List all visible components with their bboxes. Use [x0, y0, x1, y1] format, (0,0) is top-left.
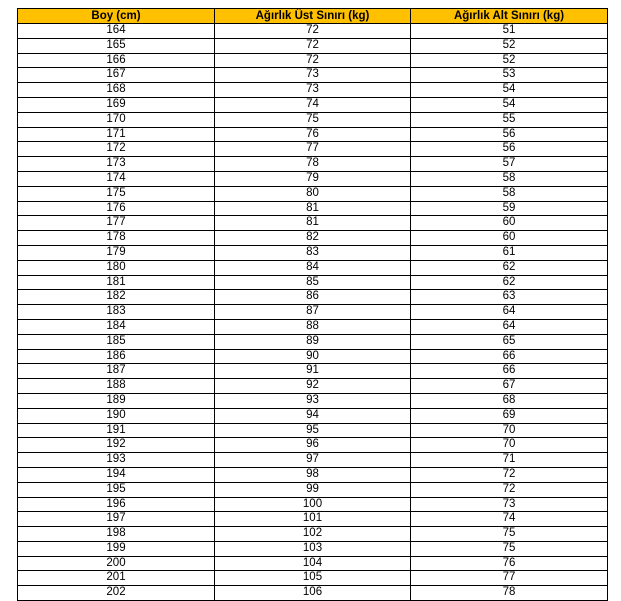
height-cell: 192 [18, 438, 215, 453]
height-cell: 169 [18, 97, 215, 112]
weight-upper-cell: 98 [215, 467, 411, 482]
weight-upper-cell: 87 [215, 305, 411, 320]
weight-lower-cell: 62 [411, 275, 608, 290]
weight-upper-cell: 74 [215, 97, 411, 112]
weight-lower-cell: 77 [411, 571, 608, 586]
height-cell: 187 [18, 364, 215, 379]
weight-lower-cell: 56 [411, 142, 608, 157]
table-row [18, 112, 608, 127]
height-cell: 183 [18, 305, 215, 320]
weight-lower-cell: 56 [411, 127, 608, 142]
weight-upper-cell: 85 [215, 275, 411, 290]
weight-upper-cell: 96 [215, 438, 411, 453]
weight-upper-cell: 75 [215, 112, 411, 127]
table-body [18, 24, 608, 601]
weight-upper-cell: 83 [215, 245, 411, 260]
weight-lower-cell: 55 [411, 112, 608, 127]
weight-lower-cell: 54 [411, 97, 608, 112]
table-row [18, 497, 608, 512]
weight-upper-cell: 99 [215, 482, 411, 497]
weight-lower-cell: 73 [411, 497, 608, 512]
weight-upper-cell: 104 [215, 556, 411, 571]
table-row [18, 201, 608, 216]
weight-upper-cell: 97 [215, 453, 411, 468]
table-row [18, 127, 608, 142]
weight-lower-cell: 74 [411, 512, 608, 527]
weight-upper-cell: 95 [215, 423, 411, 438]
weight-lower-cell: 54 [411, 83, 608, 98]
height-cell: 178 [18, 231, 215, 246]
height-cell: 171 [18, 127, 215, 142]
weight-table [17, 8, 608, 601]
weight-upper-cell: 79 [215, 171, 411, 186]
table-row [18, 408, 608, 423]
header-height: Boy (cm) [18, 9, 215, 24]
weight-lower-cell: 64 [411, 319, 608, 334]
table-row [18, 453, 608, 468]
weight-lower-cell: 68 [411, 393, 608, 408]
table-row [18, 83, 608, 98]
height-cell: 193 [18, 453, 215, 468]
weight-upper-cell: 76 [215, 127, 411, 142]
height-cell: 164 [18, 24, 215, 39]
height-cell: 170 [18, 112, 215, 127]
height-cell: 188 [18, 379, 215, 394]
weight-upper-cell: 78 [215, 157, 411, 172]
weight-upper-cell: 73 [215, 68, 411, 83]
height-cell: 166 [18, 53, 215, 68]
height-cell: 165 [18, 38, 215, 53]
weight-upper-cell: 77 [215, 142, 411, 157]
weight-lower-cell: 53 [411, 68, 608, 83]
weight-lower-cell: 60 [411, 231, 608, 246]
header-weight-lower-limit: Ağırlık Alt Sınırı (kg) [411, 9, 608, 24]
weight-upper-cell: 92 [215, 379, 411, 394]
height-cell: 181 [18, 275, 215, 290]
table-row [18, 556, 608, 571]
weight-lower-cell: 66 [411, 349, 608, 364]
height-cell: 179 [18, 245, 215, 260]
table-row [18, 216, 608, 231]
weight-upper-cell: 73 [215, 83, 411, 98]
table-row [18, 38, 608, 53]
weight-upper-cell: 84 [215, 260, 411, 275]
weight-lower-cell: 52 [411, 53, 608, 68]
weight-lower-cell: 75 [411, 541, 608, 556]
weight-lower-cell: 76 [411, 556, 608, 571]
table-row [18, 97, 608, 112]
height-cell: 199 [18, 541, 215, 556]
height-cell: 173 [18, 157, 215, 172]
weight-lower-cell: 61 [411, 245, 608, 260]
weight-lower-cell: 52 [411, 38, 608, 53]
weight-lower-cell: 69 [411, 408, 608, 423]
weight-upper-cell: 72 [215, 38, 411, 53]
weight-lower-cell: 72 [411, 482, 608, 497]
weight-lower-cell: 51 [411, 24, 608, 39]
weight-upper-cell: 103 [215, 541, 411, 556]
table-row [18, 53, 608, 68]
height-cell: 174 [18, 171, 215, 186]
height-cell: 186 [18, 349, 215, 364]
weight-lower-cell: 75 [411, 527, 608, 542]
height-cell: 172 [18, 142, 215, 157]
height-cell: 167 [18, 68, 215, 83]
table-row [18, 275, 608, 290]
weight-upper-cell: 105 [215, 571, 411, 586]
weight-upper-cell: 93 [215, 393, 411, 408]
table-row [18, 334, 608, 349]
table-row [18, 305, 608, 320]
table-header [18, 9, 608, 24]
table-row [18, 186, 608, 201]
weight-upper-cell: 89 [215, 334, 411, 349]
weight-lower-cell: 72 [411, 467, 608, 482]
weight-upper-cell: 80 [215, 186, 411, 201]
weight-upper-cell: 86 [215, 290, 411, 305]
weight-upper-cell: 81 [215, 201, 411, 216]
table-row [18, 290, 608, 305]
table-row [18, 245, 608, 260]
height-cell: 195 [18, 482, 215, 497]
table-row [18, 467, 608, 482]
height-cell: 185 [18, 334, 215, 349]
table-row [18, 142, 608, 157]
weight-lower-cell: 62 [411, 260, 608, 275]
height-cell: 196 [18, 497, 215, 512]
weight-lower-cell: 78 [411, 586, 608, 601]
header-row [18, 9, 608, 24]
table-row [18, 482, 608, 497]
weight-upper-cell: 72 [215, 24, 411, 39]
weight-lower-cell: 71 [411, 453, 608, 468]
table-row [18, 260, 608, 275]
weight-lower-cell: 57 [411, 157, 608, 172]
weight-lower-cell: 63 [411, 290, 608, 305]
weight-upper-cell: 94 [215, 408, 411, 423]
table-row [18, 157, 608, 172]
weight-lower-cell: 66 [411, 364, 608, 379]
weight-lower-cell: 64 [411, 305, 608, 320]
weight-lower-cell: 70 [411, 423, 608, 438]
weight-lower-cell: 58 [411, 171, 608, 186]
weight-upper-cell: 82 [215, 231, 411, 246]
height-cell: 200 [18, 556, 215, 571]
table-row [18, 379, 608, 394]
height-cell: 194 [18, 467, 215, 482]
height-cell: 180 [18, 260, 215, 275]
height-cell: 182 [18, 290, 215, 305]
header-weight-upper-limit: Ağırlık Üst Sınırı (kg) [215, 9, 411, 24]
height-cell: 202 [18, 586, 215, 601]
height-cell: 184 [18, 319, 215, 334]
table-row [18, 171, 608, 186]
table-row [18, 527, 608, 542]
table-row [18, 231, 608, 246]
table-row [18, 438, 608, 453]
height-cell: 176 [18, 201, 215, 216]
weight-lower-cell: 65 [411, 334, 608, 349]
weight-upper-cell: 72 [215, 53, 411, 68]
weight-upper-cell: 81 [215, 216, 411, 231]
table-row [18, 586, 608, 601]
table-row [18, 423, 608, 438]
table-row [18, 364, 608, 379]
weight-upper-cell: 90 [215, 349, 411, 364]
height-cell: 191 [18, 423, 215, 438]
weight-upper-cell: 106 [215, 586, 411, 601]
weight-upper-cell: 102 [215, 527, 411, 542]
height-cell: 190 [18, 408, 215, 423]
weight-upper-cell: 91 [215, 364, 411, 379]
table-row [18, 68, 608, 83]
weight-upper-cell: 100 [215, 497, 411, 512]
table-row [18, 512, 608, 527]
height-cell: 198 [18, 527, 215, 542]
height-cell: 197 [18, 512, 215, 527]
height-cell: 175 [18, 186, 215, 201]
weight-upper-cell: 88 [215, 319, 411, 334]
table-row [18, 393, 608, 408]
table-row [18, 541, 608, 556]
table-row [18, 24, 608, 39]
table-row [18, 349, 608, 364]
weight-lower-cell: 67 [411, 379, 608, 394]
weight-lower-cell: 59 [411, 201, 608, 216]
weight-lower-cell: 60 [411, 216, 608, 231]
weight-upper-cell: 101 [215, 512, 411, 527]
height-cell: 168 [18, 83, 215, 98]
weight-lower-cell: 70 [411, 438, 608, 453]
table-row [18, 319, 608, 334]
weight-lower-cell: 58 [411, 186, 608, 201]
table-row [18, 571, 608, 586]
height-cell: 201 [18, 571, 215, 586]
height-cell: 189 [18, 393, 215, 408]
height-cell: 177 [18, 216, 215, 231]
